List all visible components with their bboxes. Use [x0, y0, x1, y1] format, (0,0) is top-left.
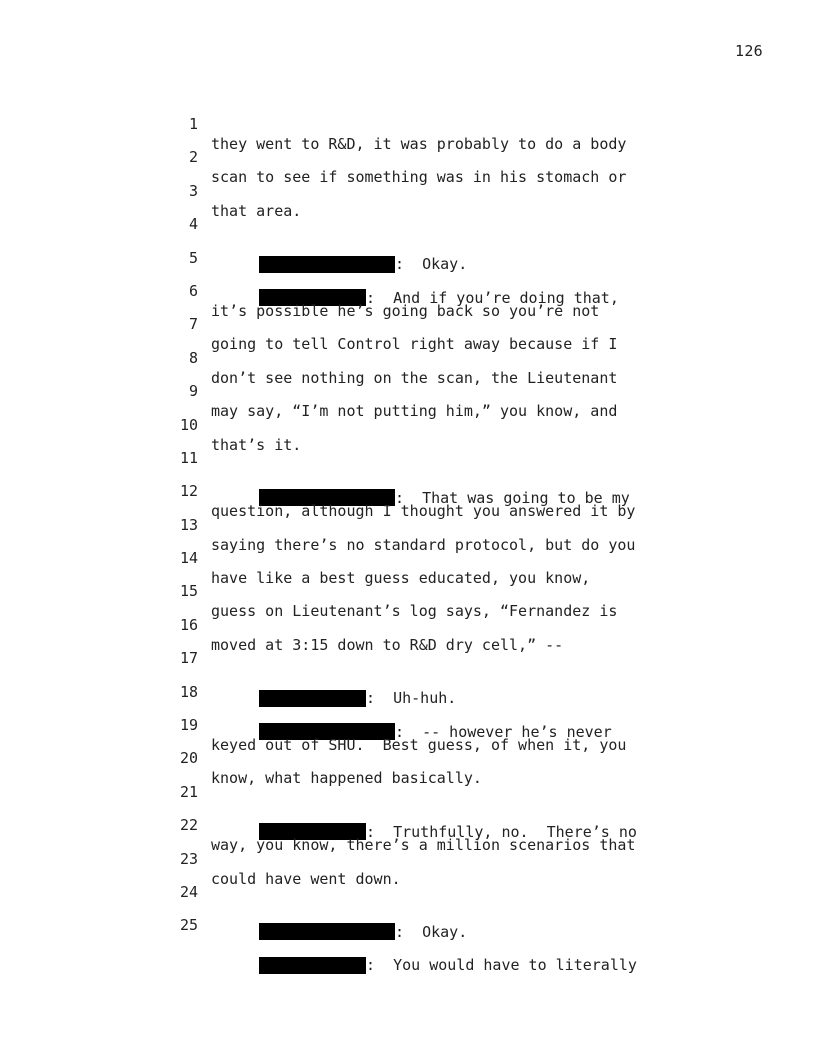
- transcript-line: [0, 94, 816, 153]
- speaker-utterance: : And if you’re doing that,: [366, 288, 619, 307]
- line-number: 25: [179, 916, 198, 935]
- speaker-utterance: : You would have to literally: [366, 956, 637, 975]
- transcript-line: [0, 127, 816, 187]
- transcript-line: [0, 595, 816, 654]
- line-text: moved at 3:15 down to R&D dry cell,” --: [211, 635, 564, 654]
- transcript-line: [0, 829, 816, 888]
- transcript-line: [0, 161, 816, 220]
- line-number: 2: [188, 148, 198, 167]
- redacted-speaker-name: [259, 957, 366, 974]
- speaker-utterance: : Okay.: [395, 922, 468, 941]
- line-number: 12: [179, 482, 198, 501]
- line-text: may say, “I’m not putting him,” you know, and: [211, 402, 618, 421]
- line-text: way, you know, there’s a million scenarios that: [211, 836, 636, 855]
- transcript-line: [0, 328, 816, 387]
- transcript-body: [0, 94, 816, 975]
- line-number: 6: [188, 281, 198, 300]
- line-text: don’t see nothing on the scan, the Lieutenant: [211, 368, 618, 387]
- line-text: that area.: [211, 201, 302, 220]
- line-text: have like a best guess educated, you know,: [211, 569, 591, 588]
- line-text: they went to R&D, it was probably to do a body: [211, 135, 627, 153]
- line-text: keyed out of SHU. Best guess, of when it, you: [211, 736, 627, 755]
- transcript-line: [0, 495, 816, 554]
- line-number: 16: [179, 615, 198, 634]
- line-number: 14: [179, 549, 198, 568]
- transcript-line: [0, 728, 816, 788]
- speaker-utterance: : That was going to be my: [395, 488, 630, 507]
- line-text: scan to see if something was in his stomach or: [211, 168, 627, 187]
- line-number: 20: [179, 749, 198, 768]
- transcript-line: [0, 361, 816, 421]
- line-number: 21: [179, 782, 198, 801]
- speaker-utterance: : -- however he’s never: [395, 722, 612, 741]
- line-number: 23: [179, 849, 198, 868]
- line-text: saying there’s no standard protocol, but do you: [211, 535, 636, 554]
- line-number: 19: [179, 716, 198, 735]
- transcript-line: [0, 294, 816, 354]
- line-text: know, what happened basically.: [211, 769, 482, 788]
- line-number: 15: [179, 582, 198, 601]
- page-number: 126: [735, 42, 763, 60]
- speaker-turn: [259, 955, 637, 975]
- line-number: 24: [179, 882, 198, 901]
- line-number: 13: [179, 515, 198, 534]
- line-number: 9: [188, 382, 198, 401]
- line-number: 7: [188, 315, 198, 334]
- line-number: 3: [188, 181, 198, 200]
- line-number: 10: [179, 415, 198, 434]
- line-text: it’s possible he’s going back so you’re not: [211, 301, 600, 320]
- transcript-line: [0, 528, 816, 588]
- line-number: 1: [188, 115, 198, 133]
- line-number: 5: [188, 248, 198, 267]
- transcript-line: [0, 395, 816, 454]
- speaker-utterance: : Okay.: [395, 255, 468, 274]
- line-text: guess on Lieutenant’s log says, “Fernandez is: [211, 602, 618, 621]
- transcript-line: [0, 194, 816, 274]
- line-text: could have went down.: [211, 869, 401, 888]
- line-number: 22: [179, 816, 198, 835]
- transcript-line: [0, 561, 816, 621]
- line-number: 11: [179, 448, 198, 467]
- line-number: 8: [188, 348, 198, 367]
- line-text: that’s it.: [211, 435, 302, 454]
- speaker-utterance: : Uh-huh.: [366, 689, 457, 708]
- line-number: 17: [179, 649, 198, 668]
- speaker-utterance: : Truthfully, no. There’s no: [366, 822, 637, 841]
- line-text: going to tell Control right away because if I: [211, 335, 618, 354]
- line-number: 4: [188, 215, 198, 234]
- line-text: question, although I thought you answered it by: [211, 502, 636, 521]
- line-number: 18: [179, 682, 198, 701]
